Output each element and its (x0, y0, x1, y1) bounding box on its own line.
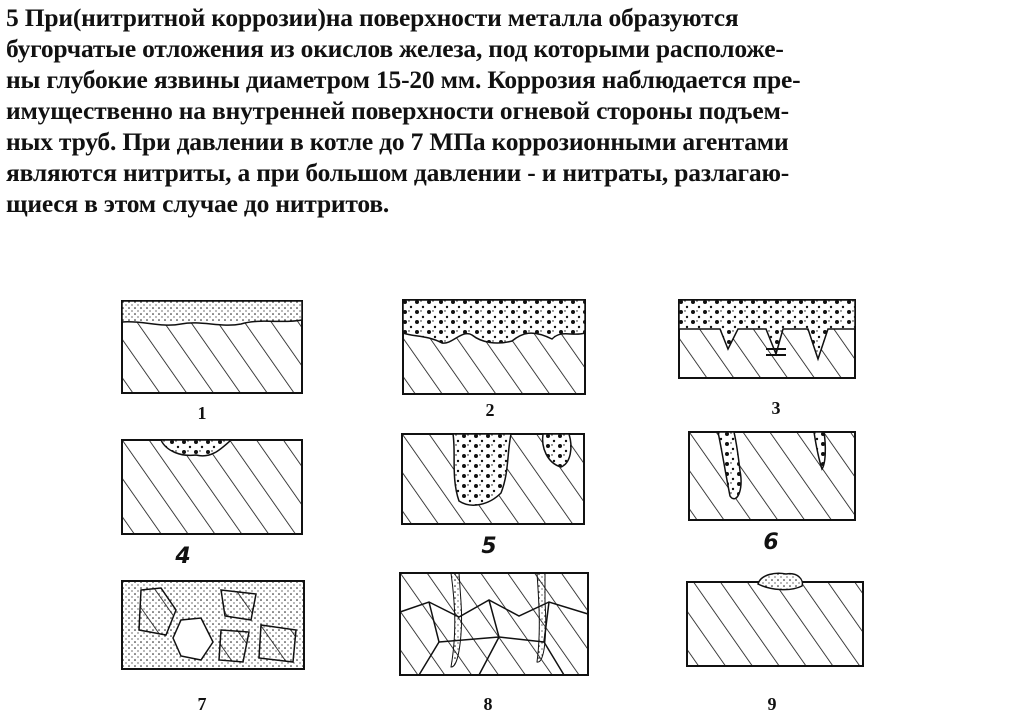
figure-1 (121, 300, 303, 394)
surface-deposit-layer-diagram (121, 300, 303, 394)
figure-7 (121, 580, 305, 670)
paragraph-line: бугорчатые отложения из окислов железа, под которыми расположе- (6, 34, 784, 63)
paragraph-line: ных труб. При давлении в котле до 7 МПа коррозионными агентами (6, 127, 789, 156)
paragraph-line: ны глубокие язвины диаметром 15-20 мм. Коррозия наблюдается пре- (6, 65, 801, 94)
figure-4 (121, 439, 303, 535)
figure-6 (688, 431, 856, 521)
figure-2 (402, 299, 586, 395)
figure-label: 8 (483, 694, 493, 714)
figure-9 (686, 572, 864, 668)
paragraph-line: щиеся в этом случае до нитритов. (6, 189, 390, 218)
figure-label: 1 (197, 403, 207, 423)
figure-label: 7 (197, 694, 207, 714)
paragraph-line: являются нитриты, а при большом давлении - и нитраты, разлагаю- (6, 158, 790, 187)
paragraph-line: 5 При(нитритной коррозии)на поверхности металла образуются (6, 3, 739, 32)
figure-label: 3 (771, 398, 781, 418)
figure-label: 2 (485, 400, 495, 420)
shallow-pit-diagram (121, 439, 303, 535)
intergranular-deposit-diagram (678, 299, 856, 379)
paragraph-line: имущественно на внутренней поверхности огневой стороны подъем- (6, 96, 789, 125)
intercrystalline-cracking-diagram (399, 572, 589, 676)
figure-label: 6 (763, 530, 779, 555)
surface-tubercle-diagram (686, 572, 864, 668)
figure-label: 4 (175, 544, 191, 569)
figure-label: 5 (481, 534, 497, 559)
figure-8 (399, 572, 589, 676)
pitted-deposit-layer-diagram (402, 299, 586, 395)
intergranular-network-diagram (121, 580, 305, 670)
narrow-pitting-diagram (688, 431, 856, 521)
figure-5 (401, 433, 585, 525)
paragraph-text (6, 2, 1006, 219)
figure-3 (678, 299, 856, 379)
deep-ulcer-diagram (401, 433, 585, 525)
figure-label: 9 (767, 694, 777, 714)
